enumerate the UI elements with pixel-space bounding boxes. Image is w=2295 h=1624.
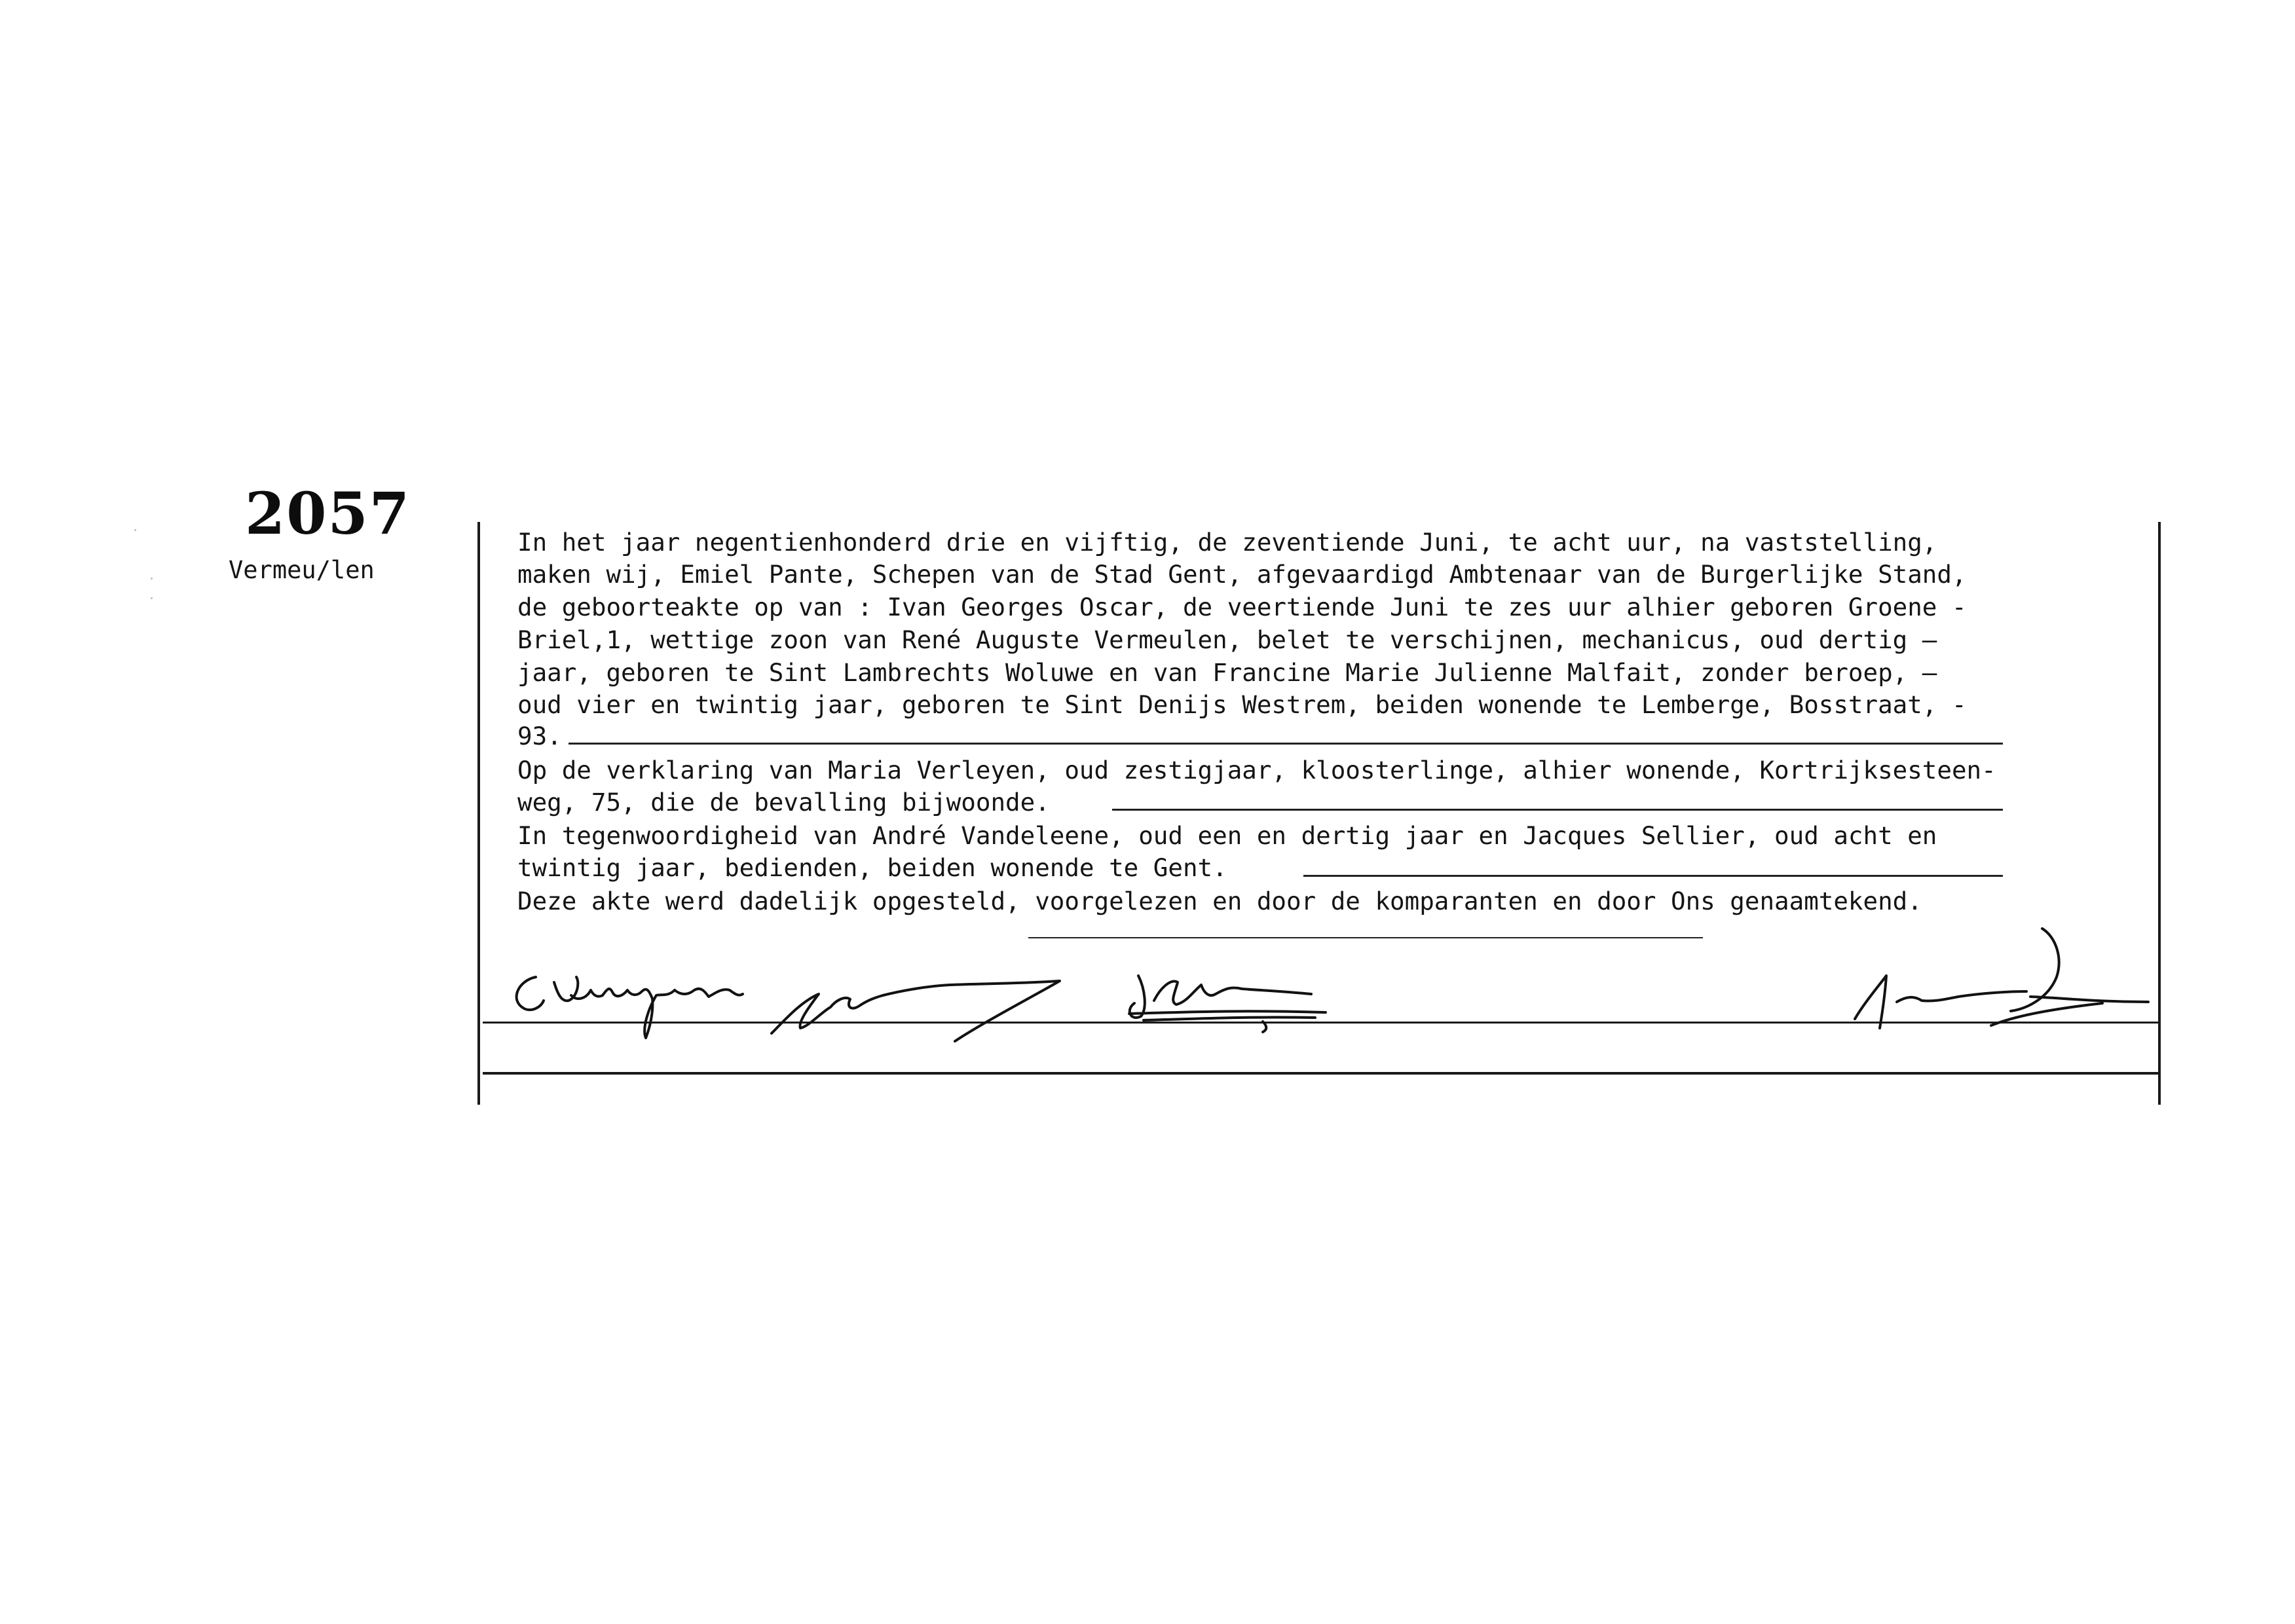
deed-line: weg, 75, die de bevalling bijwoonde. — [517, 788, 1050, 817]
speck-mark — [151, 578, 153, 580]
deed-line: In tegenwoordigheid van André Vandeleene, oud een en dertig jaar en Jacques Sellier, oud acht en — [517, 821, 1937, 850]
margin-surname: Vermeu/len — [229, 556, 375, 584]
act-number: 2057 — [245, 479, 411, 547]
speck-mark — [134, 529, 136, 531]
right-border-rule — [2158, 522, 2161, 1105]
deed-line: Briel,1, wettige zoon van René Auguste Vermeulen, belet te verschijnen, mechanicus, oud dertig — — [517, 625, 1937, 654]
filler-dash — [569, 743, 2003, 745]
bottom-border-rule — [483, 1072, 2160, 1075]
signature-baseline — [483, 1022, 2160, 1024]
deed-line: In het jaar negentienhonderd drie en vijftig, de zeventiende Juni, te acht uur, na vaststelling, — [517, 528, 1937, 557]
deed-line: jaar, geboren te Sint Lambrechts Woluwe en van Francine Marie Julienne Malfait, zonder beroep, — — [517, 658, 1937, 687]
deed-line: 93. — [517, 722, 562, 750]
filler-dash — [1028, 937, 1703, 938]
deed-line: oud vier en twintig jaar, geboren te Sint Denijs Westrem, beiden wonende te Lemberge, Bosstraat, - — [517, 690, 1967, 719]
left-border-rule — [477, 522, 480, 1105]
filler-dash — [1303, 875, 2003, 877]
signature-officer — [1855, 929, 2148, 1028]
signature-vandeleene — [772, 981, 1060, 1041]
signature-sellier — [1129, 976, 1326, 1032]
deed-line: Op de verklaring van Maria Verleyen, oud zestigjaar, kloosterlinge, alhier wonende, Kortrijksesteen- — [517, 756, 1996, 784]
deed-line: maken wij, Emiel Pante, Schepen van de Stad Gent, afgevaardigd Ambtenaar van de Burgerlijke Stand, — [517, 560, 1967, 589]
deed-line: Deze akte werd dadelijk opgesteld, voorgelezen en door de komparanten en door Ons genaamtekend. — [517, 887, 1922, 915]
deed-line: de geboorteakte op van : Ivan Georges Oscar, de veertiende Juni te zes uur alhier geboren Groene - — [517, 593, 1967, 621]
filler-dash — [1112, 809, 2003, 811]
speck-mark — [151, 597, 153, 599]
deed-line: twintig jaar, bedienden, beiden wonende te Gent. — [517, 853, 1227, 882]
signature-verleyen — [517, 977, 743, 1038]
